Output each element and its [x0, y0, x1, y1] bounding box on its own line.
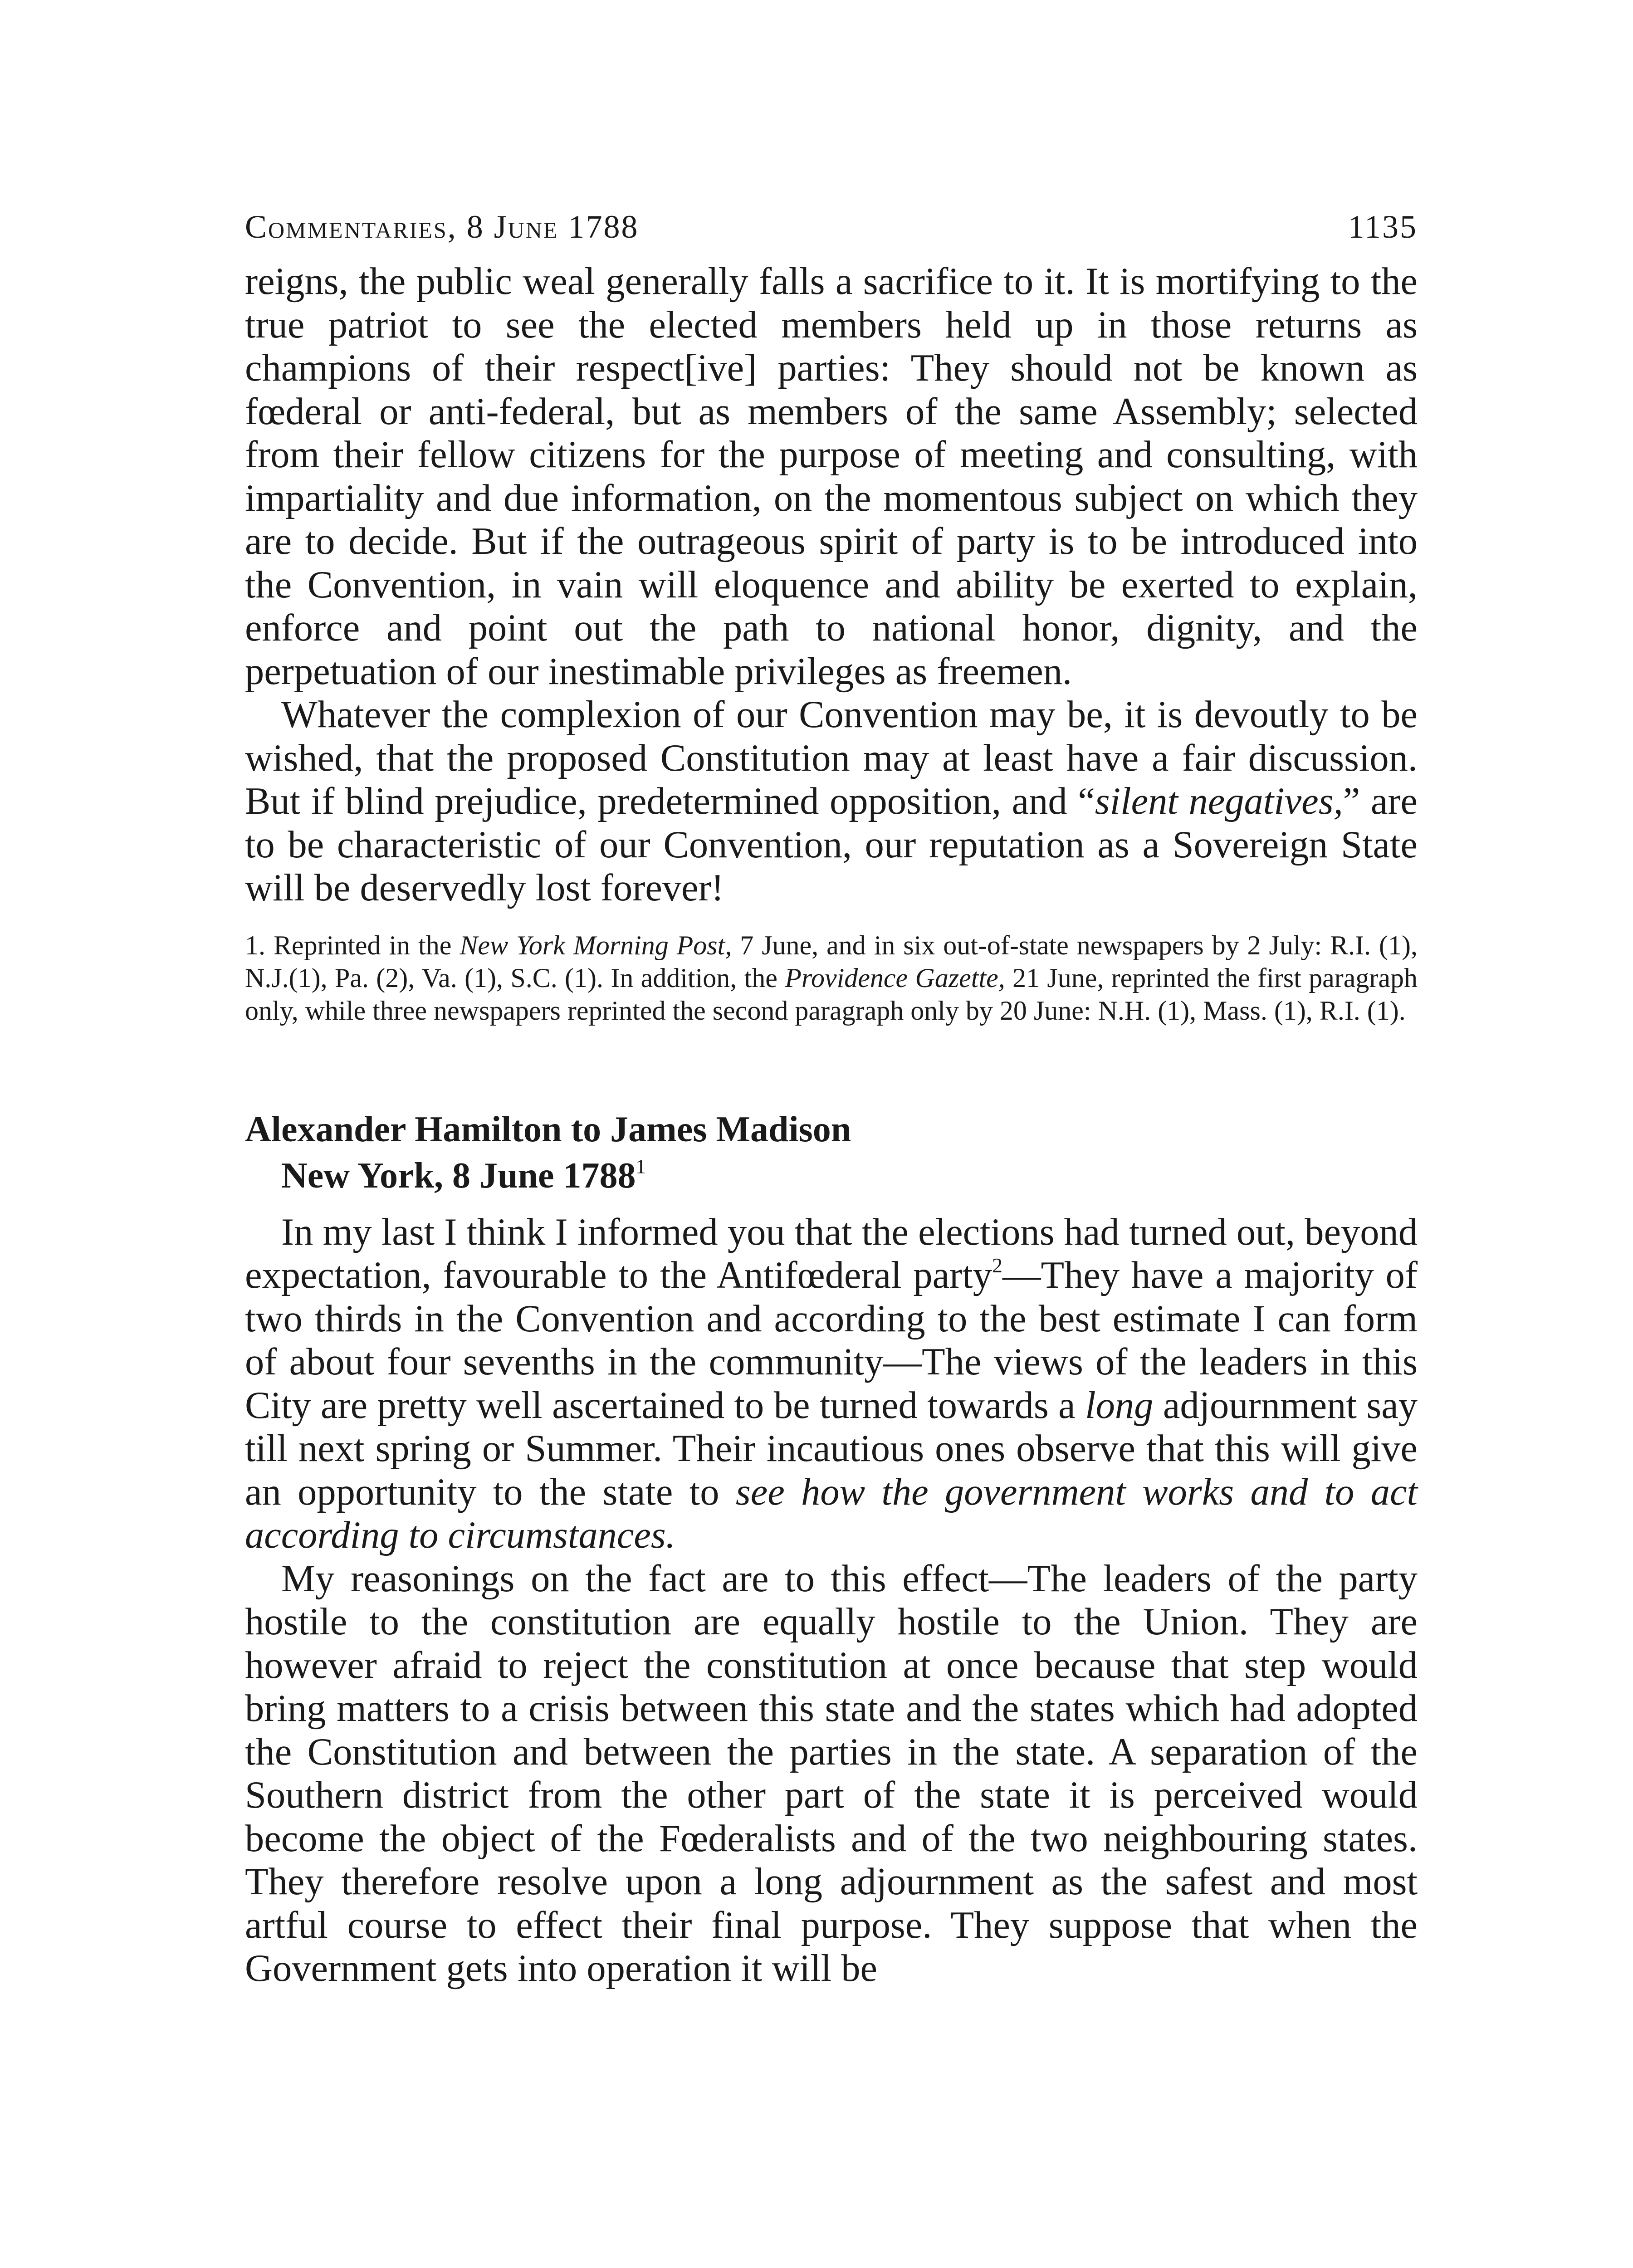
page — [245, 206, 1418, 1990]
note-ref-2: 2 — [992, 1254, 1002, 1277]
heading-dateline: New York, 8 June 1788$^1$ — [281, 1155, 646, 1196]
letter-paragraph-2: My reasonings on the fact are to this effect—The leaders of the party hostile to the constitution are equally hostile to the Union. They are however afraid to reject the constitution at once because that step would bring matters to a crisis between this state and the states which had adopted the Constitution and between the parties in the state. A separation of the Southern district from the other part of the state it is perceived would become the object of the Fœderalists and of the two neighbouring states. They therefore resolve upon a long adjournment as the safest and most artful course to effect their final purpose. They suppose that when the Government gets into operation it will be — [245, 1557, 1418, 1989]
long-italic: long — [1085, 1384, 1154, 1427]
page-number: 1135 — [1348, 209, 1418, 245]
see-how-italic: see how the government works and to act according to circumstances. — [245, 1471, 1418, 1556]
document-heading — [245, 1106, 1418, 1199]
letter-text — [245, 1211, 1418, 1990]
heading-title: Alexander Hamilton to James Madison — [245, 1109, 851, 1149]
footnote-publication-2: Providence Gazette, — [785, 963, 1005, 993]
continuation-paragraph-2: Whatever the complexion of our Convention may be, it is devoutly to be wished, that the proposed Constitution may at least have a fair discussion. But if blind prejudice, predetermined opposition, and “silent negatives,” are to be characteristic of our Convention, our reputation as a Sovereign State will be deservedly lost forever! — [245, 694, 1418, 909]
silent-negatives-italic: silent negatives, — [1095, 780, 1343, 822]
continuation-paragraph-1: reigns, the public weal generally falls a sacrifice to it. It is mortifying to the true patriot to see the elected members held up in those returns as champions of their respect[ive] parties: They should not be known as fœderal or anti-federal, but as members of the same Assembly; selected from their fellow citizens for the purpose of meeting and consulting, with impartiality and due information, on the momentous subject on which they are to decide. But if the outrageous spirit of party is to be introduced into the Convention, in vain will eloquence and ability be exerted to explain, enforce and point out the path to national honor, dignity, and the perpetuation of our inestimable privileges as freemen. — [245, 260, 1418, 693]
footnote-publication-1: New York Morning Post, — [460, 930, 732, 960]
footnote: 1. Reprinted in the New York Morning Post, 7 June, and in six out-of-state newspapers by 2 July: R.I. (1), N.J.(1), Pa. (2), Va. (1), S.C. (1). In addition, the Providence Gazette, 21 June, reprinted the first paragraph only, while three newspapers reprinted the second paragraph only by 20 June: N.H. (1), Mass. (1), R.I. (1). — [245, 930, 1418, 1026]
running-head-title: Commentaries, 8 June 1788 — [245, 209, 639, 245]
continuation-text — [245, 260, 1418, 910]
running-head — [245, 206, 1418, 247]
letter-paragraph-1: In my last I think I informed you that the elections had turned out, beyond expectation, favourable to the Antifœderal party$^2$—They have a majority of two thirds in the Convention and according to the best estimate I can form of about four sevenths in the community—The views of the leaders in this City are pretty well ascertained to be turned towards a long adjournment say till next spring or Summer. Their incautious ones observe that this will give an opportunity to the state to see how the government works and to act according to circumstances. — [245, 1211, 1418, 1556]
heading-note-ref: 1 — [636, 1155, 646, 1178]
